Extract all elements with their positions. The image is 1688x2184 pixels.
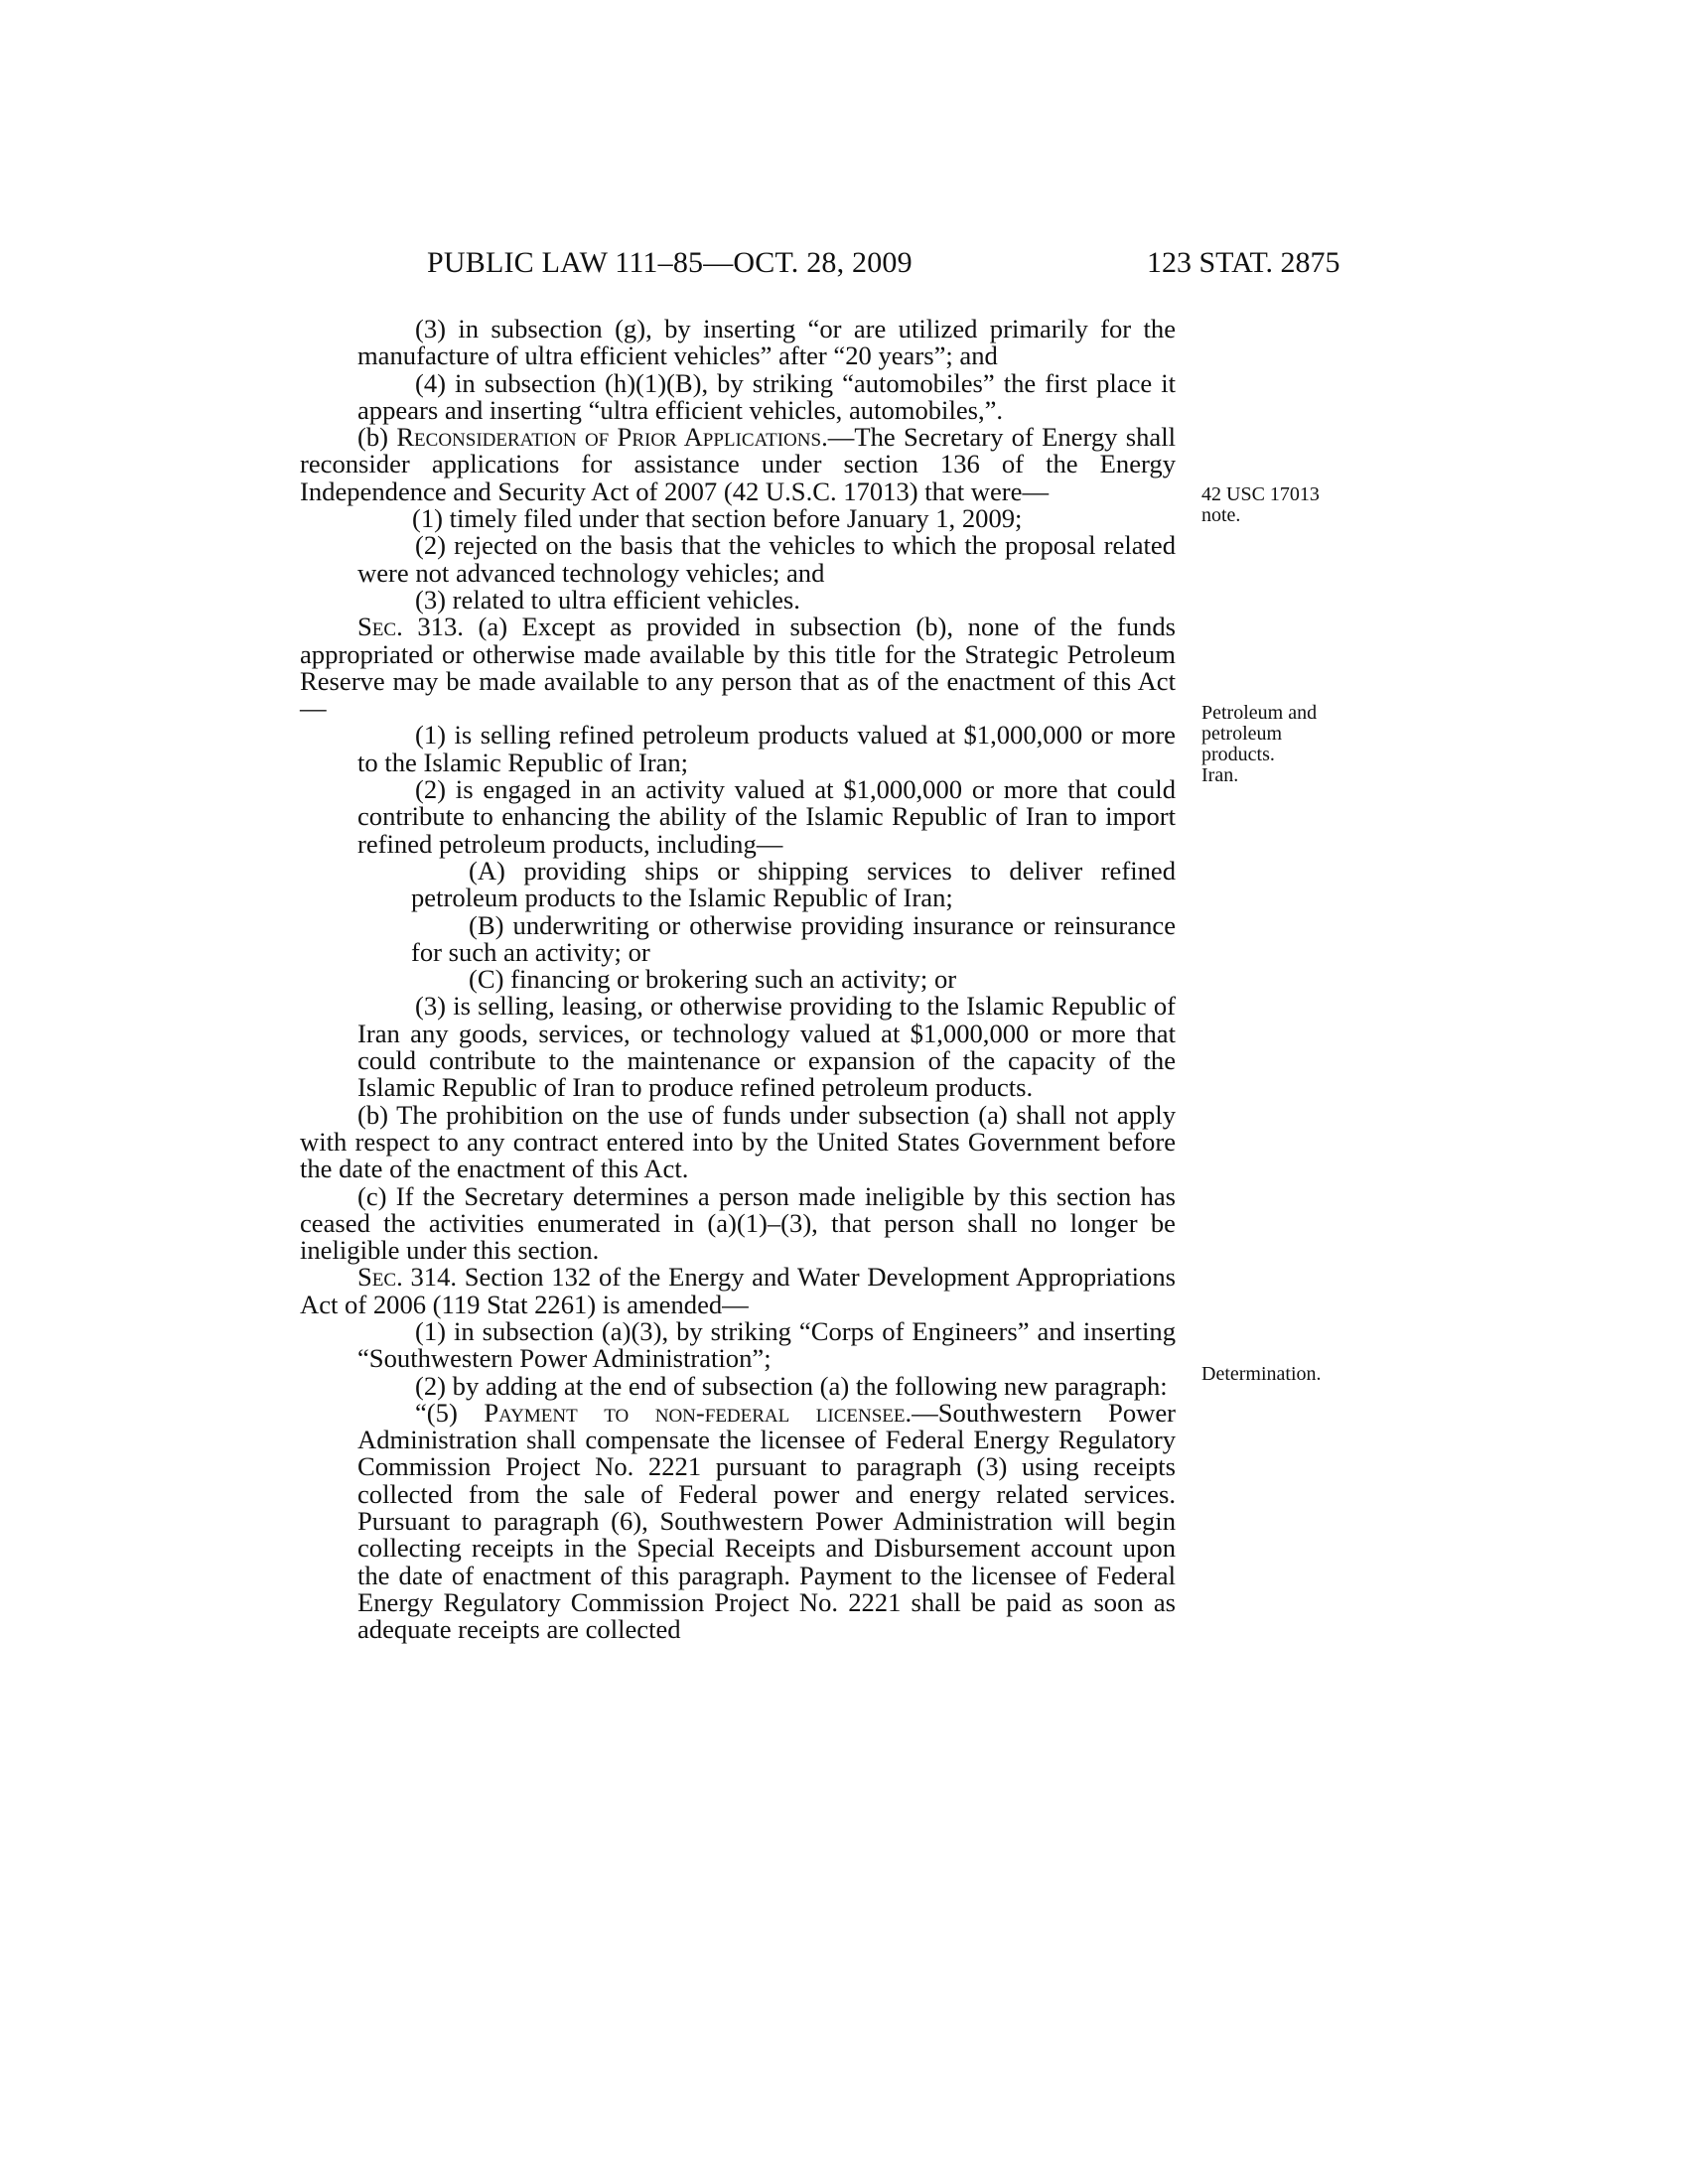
page-number: 123 STAT. 2875 <box>1147 246 1340 279</box>
statute-body <box>300 316 1176 1644</box>
margin-note-line: products. <box>1201 744 1275 765</box>
margin-note-line: Iran. <box>1201 764 1239 786</box>
paragraph-2-rejected: (2) rejected on the basis that the vehicles to which the proposal related were not advanced technology vehicles; and <box>357 530 1176 588</box>
section-label: Sec. <box>357 1262 403 1293</box>
paragraph-4h: (4) in subsection (h)(1)(B), by striking “automobiles” the first place it appears and inserting “ultra efficient vehicles, automobiles,”. <box>357 367 1176 425</box>
running-head-title: PUBLIC LAW 111–85—OCT. 28, 2009 <box>427 246 913 279</box>
paragraph-313-1: (1) is selling refined petroleum products valued at $1,000,000 or more to the Islamic Republic of Iran; <box>357 720 1176 777</box>
paragraph-314-1: (1) in subsection (a)(3), by striking “Corps of Engineers” and inserting “Southwestern Power Administration”; <box>357 1315 1176 1374</box>
paragraph-313-3: (3) is selling, leasing, or otherwise providing to the Islamic Republic of Iran any goods, services, or technology valued at $1,000,000 or more that could contribute to the maintenance or expansion of the capacity of the Islamic Republic of Iran to produce refined petroleum products. <box>357 991 1176 1103</box>
margin-note-line: 42 USC 17013 <box>1201 483 1320 505</box>
paragraph-313-2: (2) is engaged in an activity valued at $1,000,000 or more that could contribute to enhancing the ability of the Islamic Republic of Iran to import refined petroleum products, including— <box>357 774 1176 859</box>
margin-note-determination: Determination. <box>1201 1363 1322 1385</box>
paragraph-1-timely: (1) timely filed under that section before January 1, 2009; <box>412 503 1023 534</box>
subparagraph-B: (B) underwriting or otherwise providing insurance or reinsurance for such an activity; or <box>411 909 1176 967</box>
section-text: 313. (a) Except as provided in subsection (b), none of the funds appropriated or otherwise made available by this title for the Strategic Petroleum Reserve may be made available to any person that as of the enactment of this Act— <box>300 612 1176 724</box>
margin-note-usc <box>1201 484 1370 526</box>
paragraph-3-related: (3) related to ultra efficient vehicles. <box>415 584 800 614</box>
paragraph-label: “(5) <box>415 1397 485 1428</box>
subsection-label: (b) <box>357 422 397 453</box>
section-313 <box>300 614 1176 722</box>
subsection-text: —The Secretary of Energy shall reconsider applications for assistance under section 136 of the Energy Independence and Security Act of 2007 (42 U.S.C. 17013) that were— <box>300 422 1176 506</box>
margin-note-line: note. <box>1201 504 1241 526</box>
subsection-313-c: (c) If the Secretary determines a person made ineligible by this section has ceased the activities enumerated in (a)(1)–(3), that person shall no longer be ineligible under this section. <box>300 1180 1176 1266</box>
section-label: Sec. <box>357 612 403 642</box>
subparagraph-C: (C) financing or brokering such an activity; or <box>469 964 957 995</box>
section-text: 314. Section 132 of the Energy and Water Development Appropriations Act of 2006 (119 Stat 2261) is amended— <box>300 1262 1176 1319</box>
paragraph-5-payment <box>300 1397 1177 1645</box>
subparagraph-A: (A) providing ships or shipping services to deliver refined petroleum products to the Islamic Republic of Iran; <box>411 855 1176 913</box>
section-314 <box>300 1264 1176 1318</box>
margin-note-line: Petroleum and <box>1201 702 1318 724</box>
subsection-heading: Reconsideration of Prior Applications. <box>396 422 828 453</box>
paragraph-heading: Payment to non-federal licensee. <box>484 1397 913 1428</box>
paragraph-314-2: (2) by adding at the end of subsection (a) the following new paragraph: <box>415 1370 1168 1401</box>
subsection-313-b: (b) The prohibition on the use of funds under subsection (a) shall not apply with respect to any contract entered into by the United States Government before the date of the enactment of this Act. <box>300 1099 1176 1184</box>
subsection-b-reconsideration <box>300 424 1176 505</box>
paragraph-text: —Southwestern Power Administration shall compensate the licensee of Federal Energy Regulatory Commission Project No. 2221 pursuant to paragraph (3) using receipts collected from the sale of Federal power and energy related services. Pursuant to paragraph (6), Southwestern Power Administration will begin collecting receipts in the Special Receipts and Disbursement account upon the date of enactment of this paragraph. Payment to the licensee of Federal Energy Regulatory Commission Project No. 2221 shall be paid as soon as adequate receipts are collected <box>357 1397 1177 1645</box>
margin-note-petroleum <box>1201 703 1370 786</box>
margin-note-line: petroleum <box>1201 723 1283 745</box>
paragraph-3g: (3) in subsection (g), by inserting “or are utilized primarily for the manufacture of ultra efficient vehicles” after “20 years”; and <box>357 314 1176 371</box>
